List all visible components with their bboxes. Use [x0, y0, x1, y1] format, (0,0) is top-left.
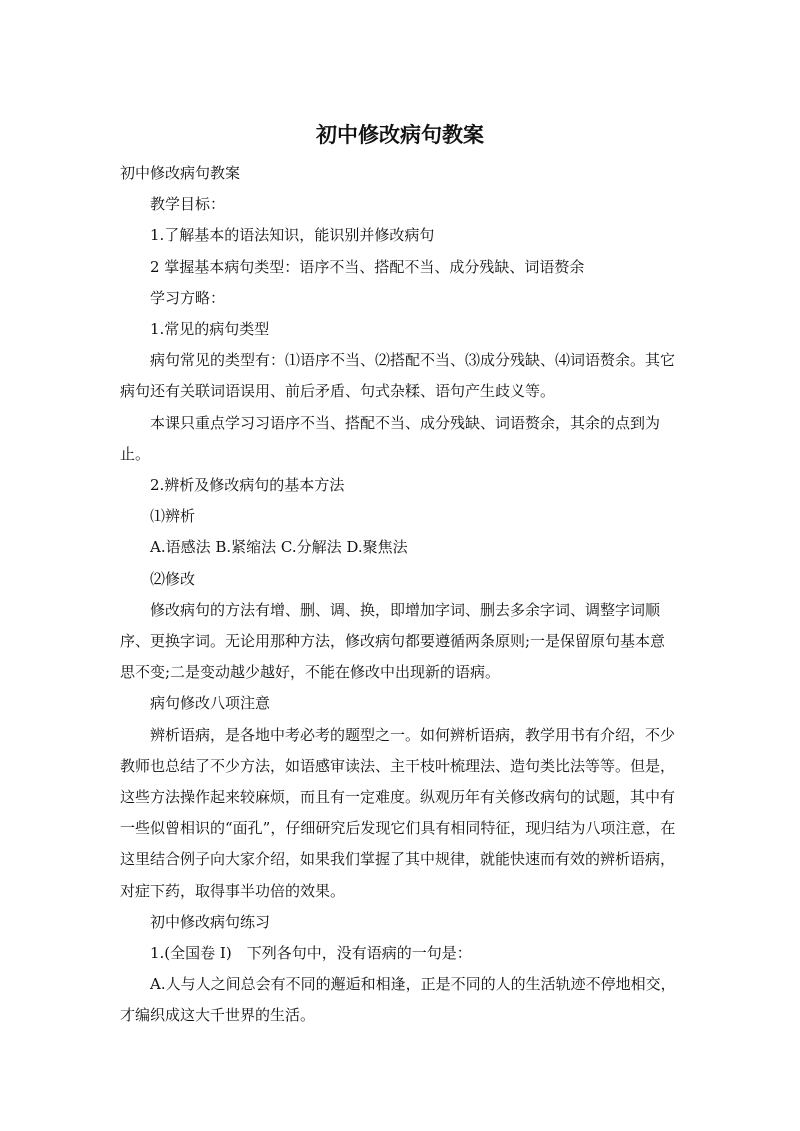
paragraph: ⑴辨析	[150, 507, 196, 526]
paragraph: 初中修改病句练习	[150, 912, 271, 931]
paragraph: 病句常见的类型有：⑴语序不当、⑵搭配不当、⑶成分残缺、⑷词语赘余。其它病句还有关联词语误用、前后矛盾、句式杂糅、语句产生歧义等。	[120, 351, 676, 401]
paragraph: 学习方略：	[150, 288, 226, 307]
paragraph: 1.常见的病句类型	[150, 320, 270, 339]
document-title: 初中修改病句教案	[316, 123, 484, 147]
paragraph: 辨析语病，是各地中考必考的题型之一。如何辨析语病，教学用书有介绍，不少教师也总结了不少方法，如语感审读法、主干枝叶梳理法、造句类比法等等。但是，这些方法操作起来较麻烦，而且有一定难度。纵观历年有关修改病句的试题，其中有一些似曾相识的“面孔”，仔细研究后发现它们具有相同特征，现归结为八项注意，在这里结合例子向大家介绍，如果我们掌握了其中规律，就能快速而有效的辨析语病，对症下药，取得事半功倍的效果。	[120, 725, 676, 900]
paragraph: 2 掌握基本病句类型：语序不当、搭配不当、成分残缺、词语赘余	[150, 257, 585, 276]
document-body	[120, 158, 680, 1032]
paragraph: A.人与人之间总会有不同的邂逅和相逢，正是不同的人的生活轨迹不停地相交，才编织成这大千世界的生活。	[120, 975, 676, 1025]
paragraph: 本课只重点学习习语序不当、搭配不当、成分残缺、词语赘余，其余的点到为止。	[120, 413, 661, 463]
paragraph: 初中修改病句教案	[120, 164, 241, 182]
paragraph: A.语感法 B.紧缩法 C.分解法 D.聚焦法	[150, 538, 408, 557]
paragraph: 教学目标：	[150, 195, 226, 214]
paragraph: 2.辨析及修改病句的基本方法	[150, 476, 345, 495]
paragraph: ⑵修改	[150, 569, 196, 588]
paragraph: 修改病句的方法有增、删、调、换，即增加字词、删去多余字词、调整字词顺序、更换字词。无论用那种方法，修改病句都要遵循两条原则;一是保留原句基本意思不变;二是变动越少越好，不能在修改中出现新的语病。	[120, 600, 666, 682]
paragraph: 1.了解基本的语法知识，能识别并修改病句	[150, 226, 435, 245]
paragraph: 病句修改八项注意	[150, 694, 271, 713]
paragraph: 1.(全国卷 I) 下列各句中，没有语病的一句是：	[150, 944, 472, 963]
